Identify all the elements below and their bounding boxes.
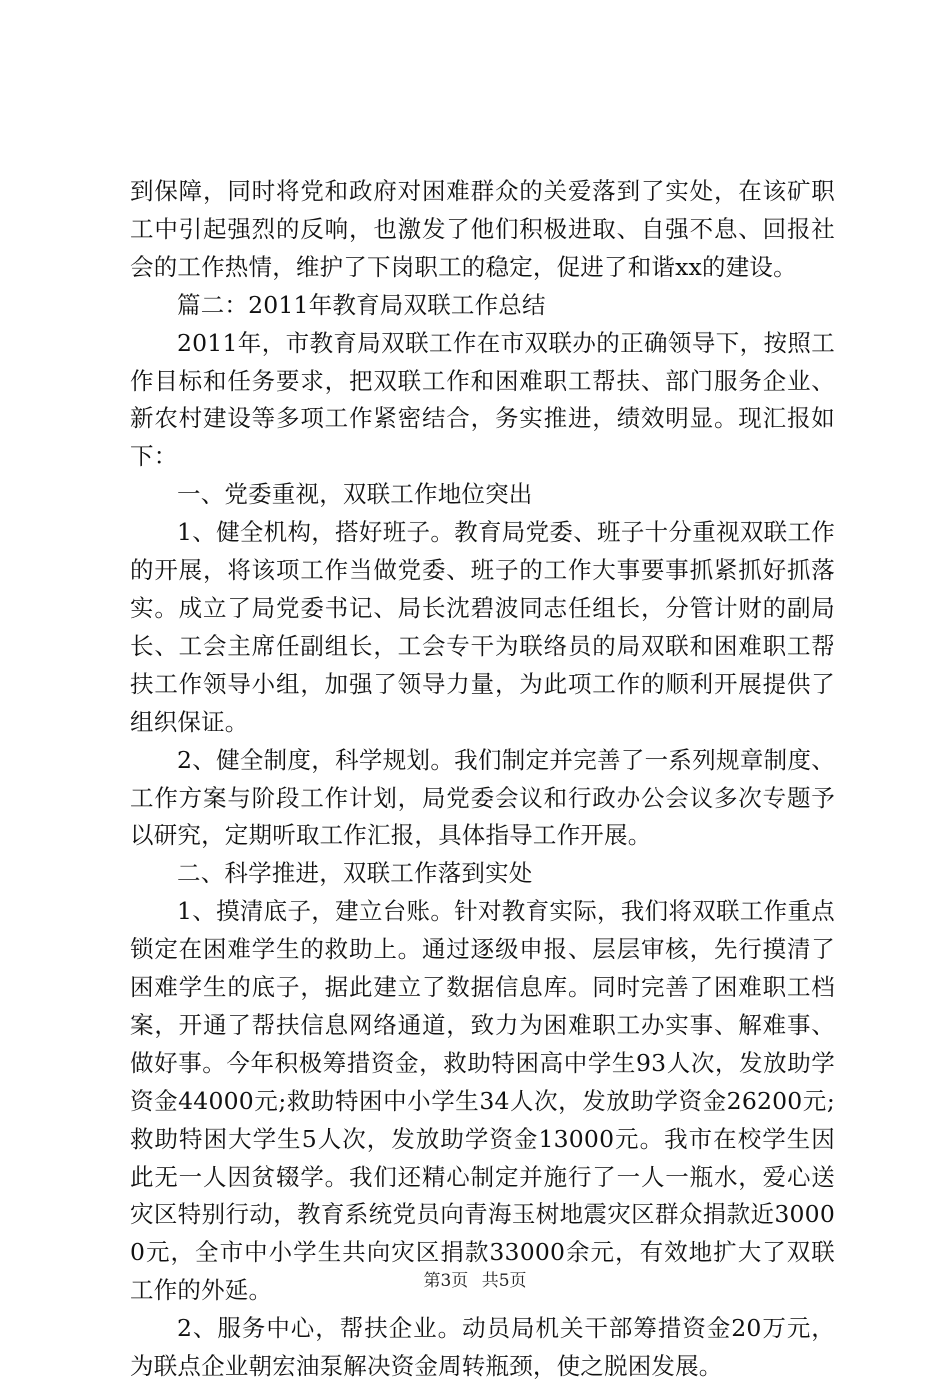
- section-title-part-two: 篇二：2011年教育局双联工作总结: [177, 290, 546, 319]
- heading-section-one: 一、党委重视，双联工作地位突出: [177, 480, 533, 509]
- heading-section-two: 二、科学推进，双联工作落到实处: [177, 859, 533, 888]
- page-footer: [0, 1266, 950, 1291]
- paragraph-item-2-2: 2、服务中心，帮扶企业。动员局机关干部筹措资金20万元，为联点企业朝宏油泵解决资金周转瓶颈，使之脱困发展。: [130, 1314, 835, 1381]
- page-total: 共5页: [481, 1271, 527, 1291]
- paragraph-item-1-1: 1、健全机构，搭好班子。教育局党委、班子十分重视双联工作的开展，将该项工作当做党委、班子的工作大事要事抓紧抓好抓落实。成立了局党委书记、局长沈碧波同志任组长，分管计财的副局长、工会主席任副组长，工会专干为联络员的局双联和困难职工帮扶工作领导小组，加强了领导力量，为此项工作的顺利开展提供了组织保证。: [130, 518, 835, 736]
- paragraph-item-1-2: 2、健全制度，科学规划。我们制定并完善了一系列规章制度、工作方案与阶段工作计划，局党委会议和行政办公会议多次专题予以研究，定期听取工作汇报，具体指导工作开展。: [130, 745, 835, 850]
- paragraph-intro: 2011年，市教育局双联工作在市双联办的正确领导下，按照工作目标和任务要求，把双联工作和困难职工帮扶、部门服务企业、新农村建设等多项工作紧密结合，务实推进，绩效明显。现汇报如下：: [130, 328, 835, 471]
- paragraph-continuation: 到保障，同时将党和政府对困难群众的关爱落到了实处，在该矿职工中引起强烈的反响，也激发了他们积极进取、自强不息、回报社会的工作热情，维护了下岗职工的稳定，促进了和谐xx的建设。: [130, 177, 835, 281]
- document-body: [130, 173, 835, 1386]
- page-number: 第3页: [423, 1271, 469, 1291]
- paragraph-item-2-1: 1、摸清底子，建立台账。针对教育实际，我们将双联工作重点锁定在困难学生的救助上。通过逐级申报、层层审核，先行摸清了困难学生的底子，据此建立了数据信息库。同时完善了困难职工档案，开通了帮扶信息网络通道，致力为困难职工办实事、解难事、做好事。今年积极筹措资金，救助特困高中学生93人次，发放助学资金44000元;救助特困中小学生34人次，发放助学资金26200元;救助特困大学生5人次，发放助学资金13000元。我市在校学生因此无一人因贫辍学。我们还精心制定并施行了一人一瓶水，爱心送灾区特别行动，教育系统党员向青海玉树地震灾区群众捐款近30000元，全市中小学生共向灾区捐款33000余元，有效地扩大了双联工作的外延。: [130, 897, 835, 1305]
